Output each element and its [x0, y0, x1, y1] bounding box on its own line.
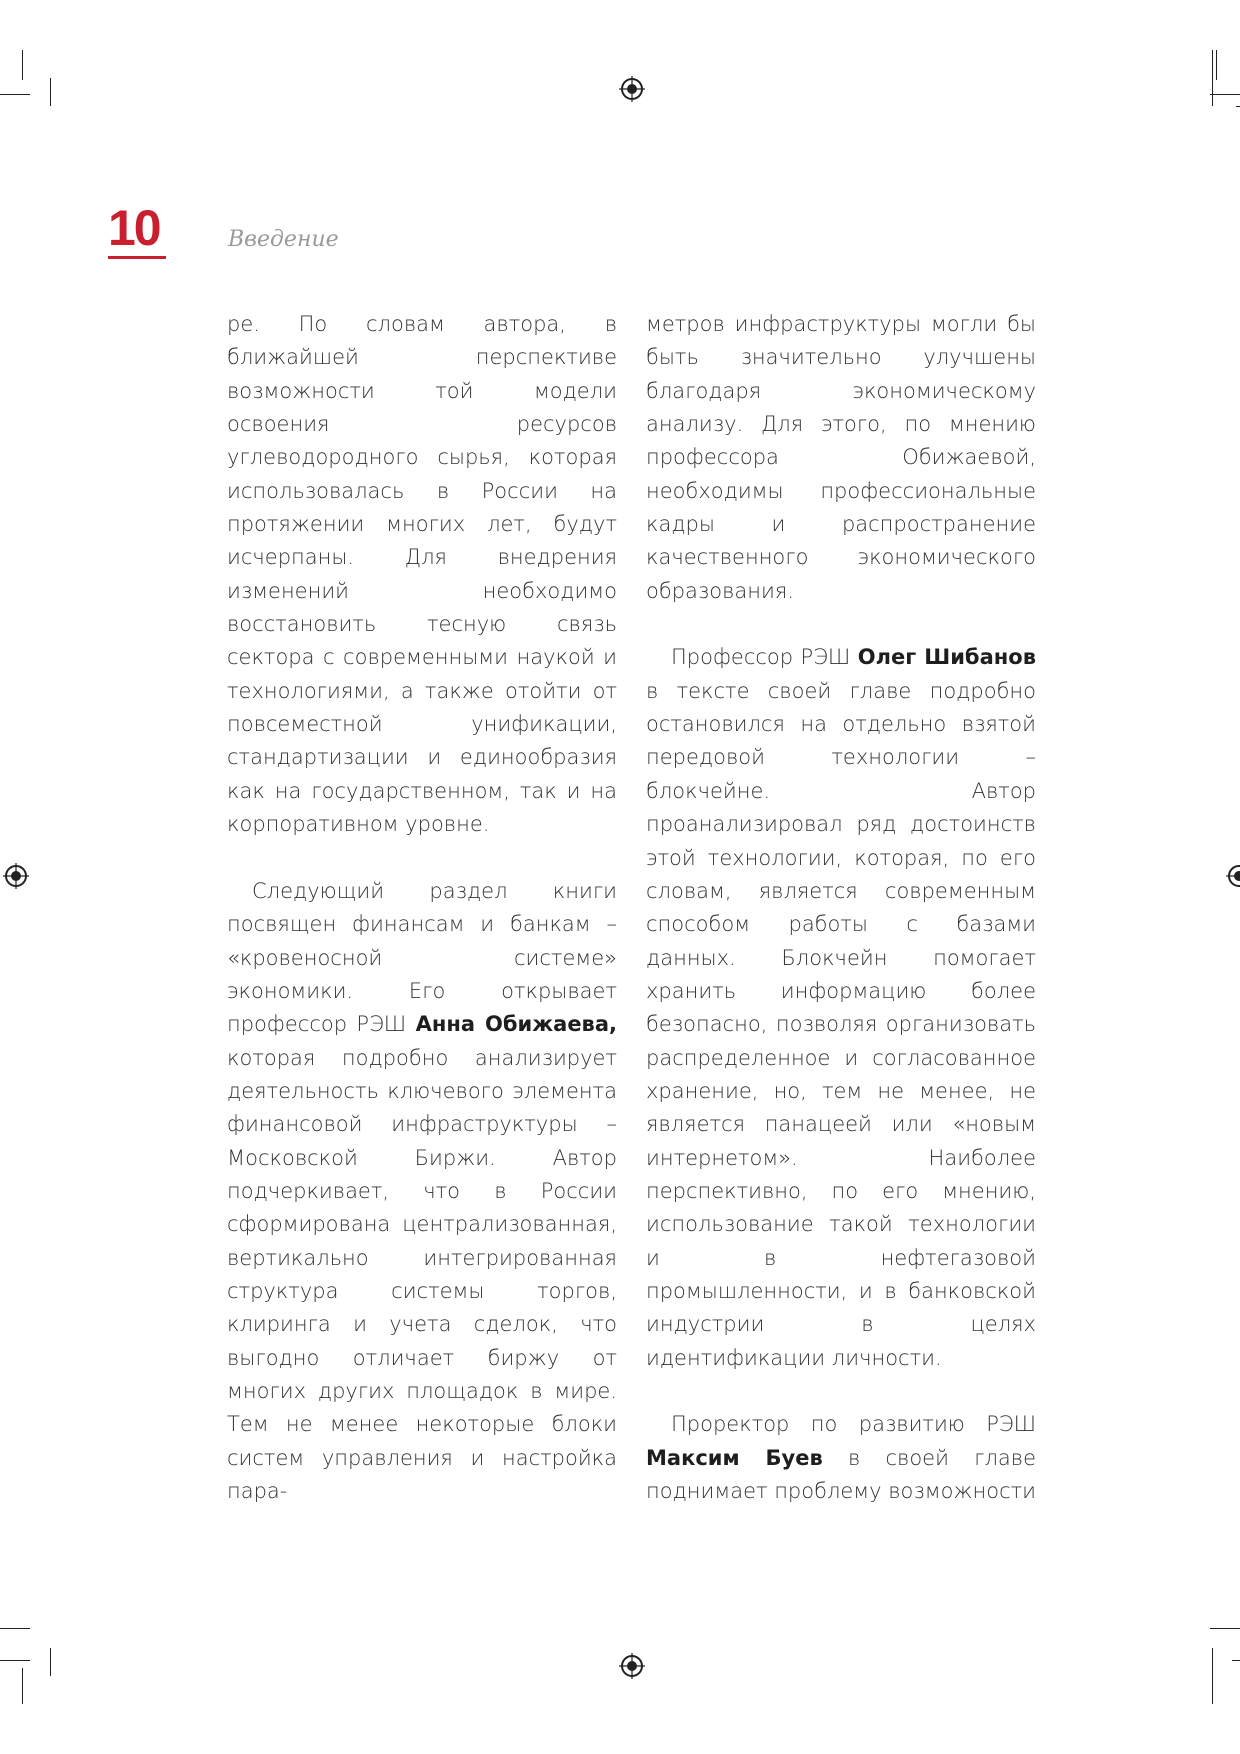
crop-mark [1232, 1660, 1240, 1661]
crop-mark [22, 50, 23, 80]
crop-mark [1212, 50, 1213, 106]
author-name: Анна Обижаева, [415, 1012, 617, 1037]
paragraph: метров инфраструктуры могли бы быть значительно улучшены благодаря экономическому анализу. Для этого, по мнению профессора Обижаевой, необходимы профессиональные кадры и распространение качественного экономического образования. [646, 312, 1036, 603]
registration-target-icon [3, 863, 29, 889]
text-column-left [227, 308, 617, 1508]
author-name: Максим Буев [646, 1445, 823, 1470]
registration-target-icon [619, 76, 645, 102]
author-name: Олег Шибанов [857, 645, 1036, 670]
registration-target-icon [619, 1653, 645, 1679]
paragraph: ре. По словам автора, в ближайшей перспективе возможности той модели освоения ресурсов углеводородного сырья, которая использовалась в России на протяжении многих лет, будут исчерпаны. Для внедрения изменений необходимо восстановить тесную связь сектора с современными наукой и технологиями, а также отойти от повсеместной унификации, стандартизации и единообразия как на государственном, так и на корпоративном уровне. [227, 312, 617, 837]
crop-mark [1212, 1648, 1213, 1704]
paragraph: Проректор по развитию РЭШ Максим Буев в своей главе поднимает проблему возможности [646, 1412, 1036, 1504]
paragraph: Следующий раздел книги посвящен финансам и банкам – «кровеносной системе» экономики. Его открывает профессор РЭШ Анна Обижаева, которая подробно анализирует деятельность ключевого элемента финансовой инфраструктуры – Московской Биржи. Автор подчеркивает, что в России сформирована централизованная, вертикально интегрированная структура системы торгов, клиринга и учета сделок, что выгодно отличает биржу от многих других площадок в мире. Тем не менее некоторые блоки систем управления и настройка пара- [227, 878, 617, 1504]
crop-mark [22, 1668, 23, 1704]
section-title: Введение [228, 227, 339, 252]
crop-mark [1210, 94, 1240, 95]
crop-mark [1216, 50, 1217, 80]
crop-mark [0, 1628, 30, 1629]
crop-mark [50, 78, 51, 106]
page-number-underline [108, 256, 166, 259]
paragraph: Профессор РЭШ Олег Шибанов в тексте своей главе подробно остановился на отдельно взятой передовой технологии – блокчейне. Автор проанализировал ряд достоинств этой технологии, которая, по его словам, является современным способом работы с базами данных. Блокчейн помогает хранить информацию более безопасно, позволяя организовать распределенное и согласованное хранение, но, тем не менее, не является панацеей или «новым интернетом». Наиболее перспективно, по его мнению, использование такой технологии и в нефтегазовой промышленности, и в банковской индустрии в целях идентификации личности. [646, 645, 1036, 1370]
registration-target-icon [1226, 863, 1240, 889]
crop-mark [1210, 1628, 1240, 1629]
crop-mark [50, 1648, 51, 1676]
page-number: 10 [108, 200, 160, 256]
crop-mark [1236, 106, 1240, 107]
text-column-right [646, 308, 1036, 1508]
crop-mark [0, 94, 30, 95]
crop-mark [0, 1660, 30, 1661]
